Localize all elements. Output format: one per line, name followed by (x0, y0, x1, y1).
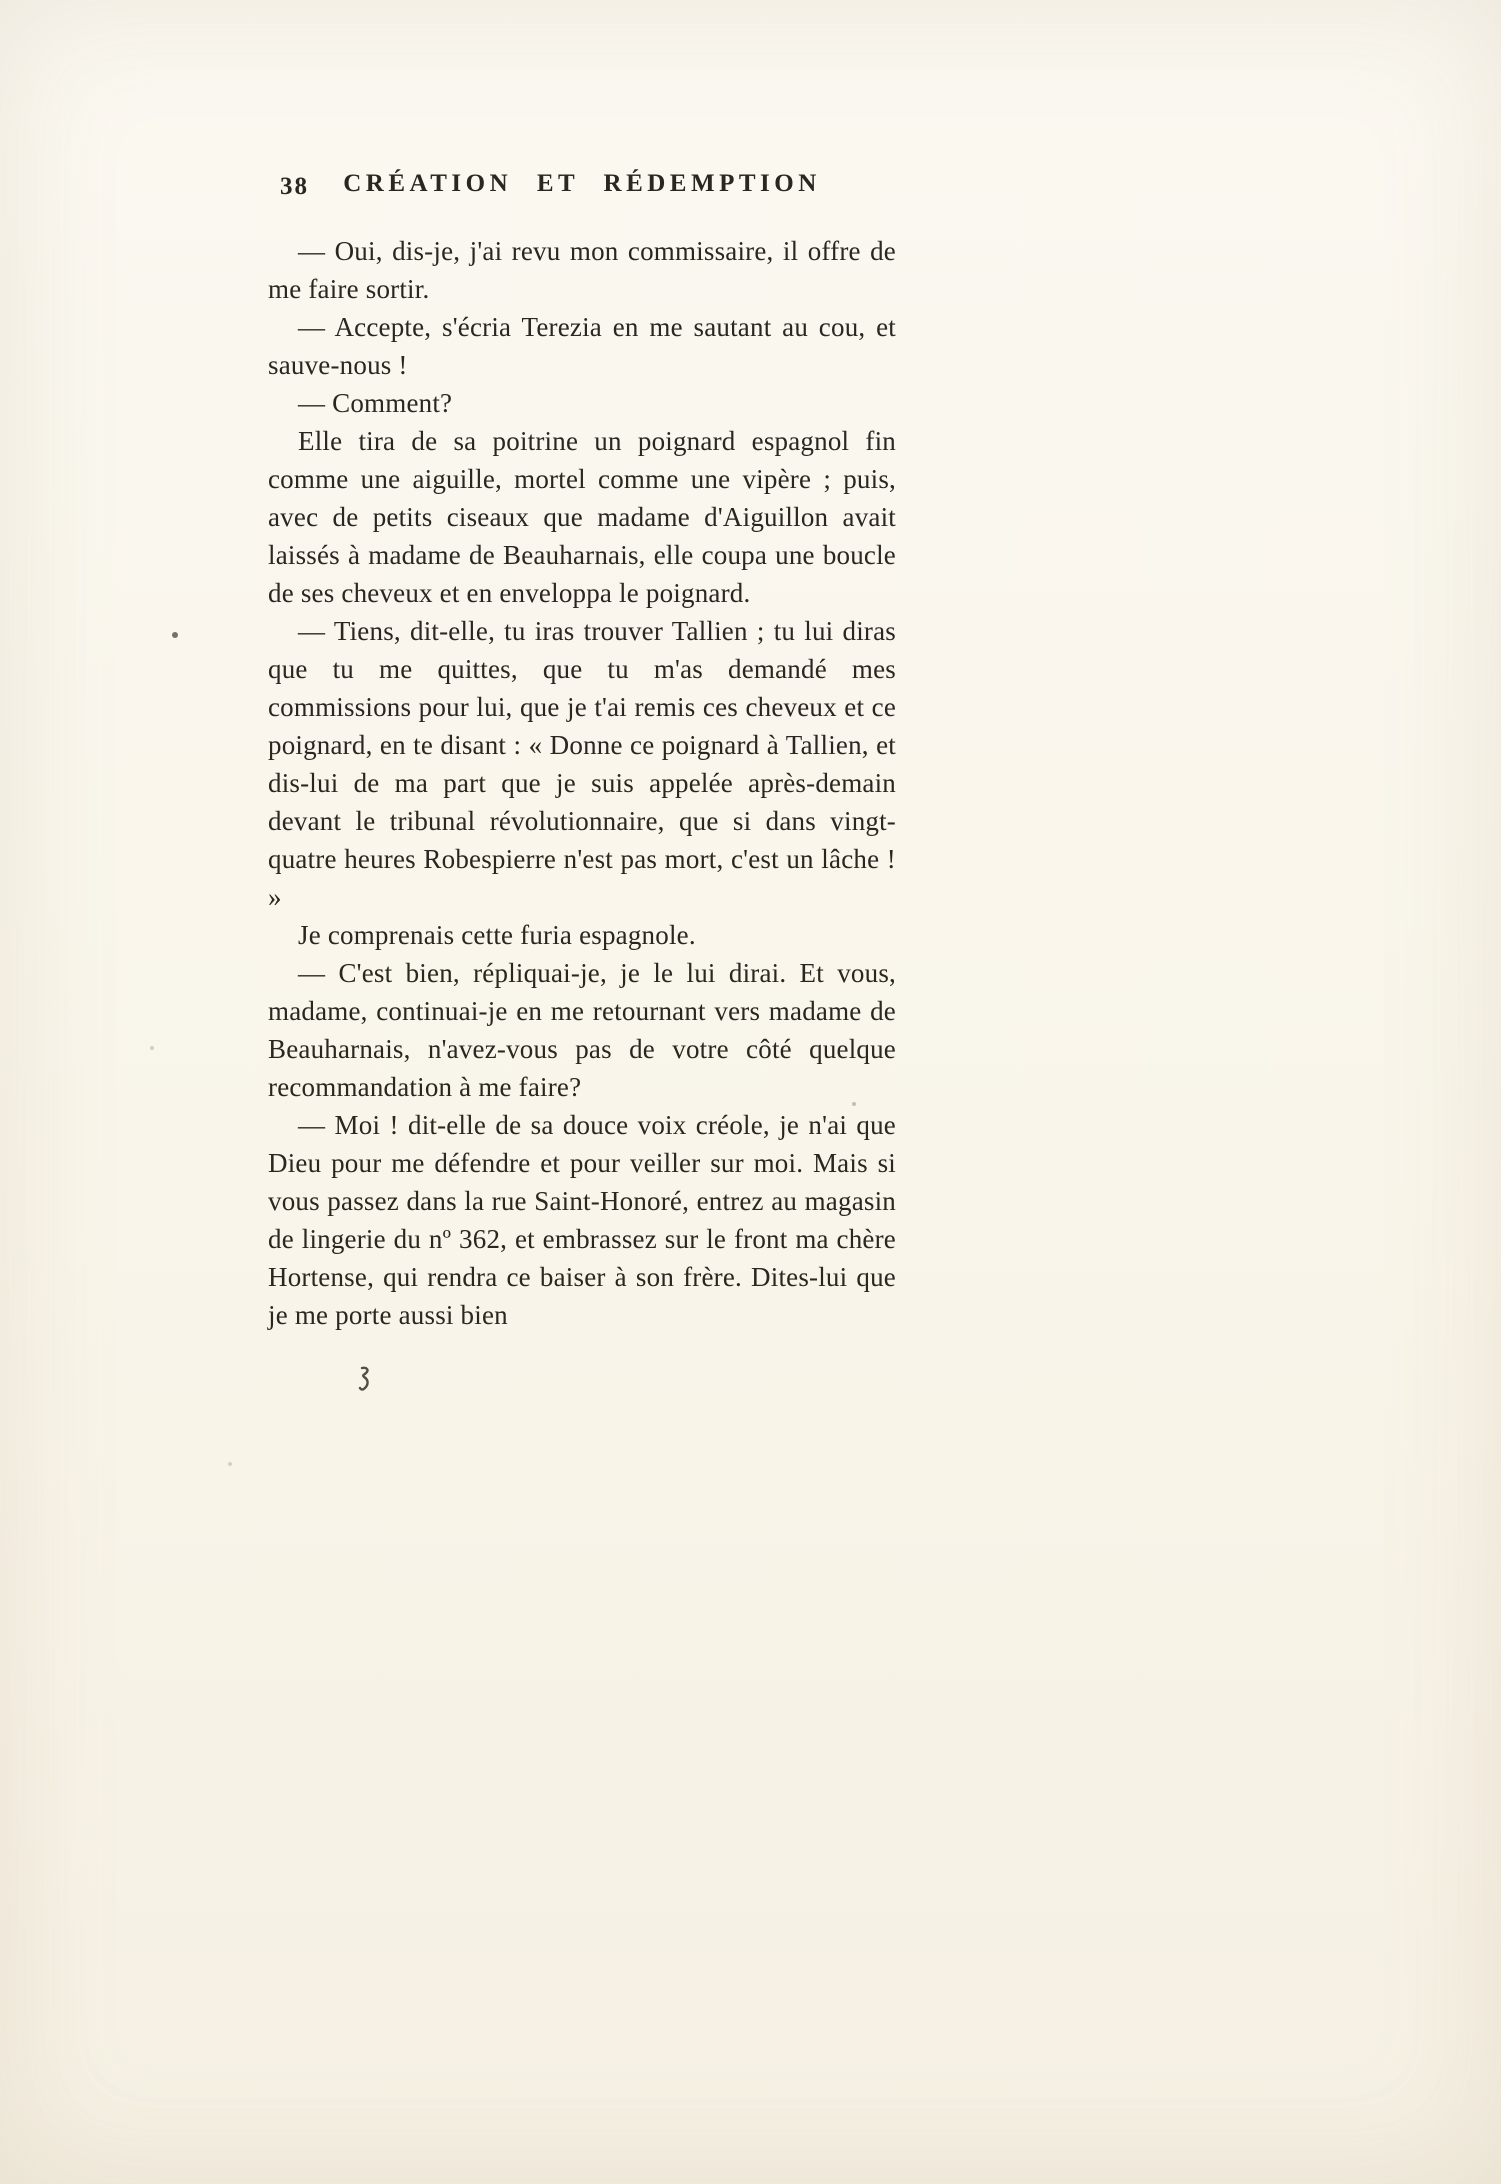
paragraph: — Comment? (298, 388, 453, 418)
page-number: 38 (280, 173, 309, 200)
paragraph: — Accepte, s'écria Terezia en me sautant au cou, et sauve-nous ! (268, 312, 896, 380)
scan-speck (228, 1462, 232, 1466)
text-block (268, 232, 896, 1334)
paragraph: Je comprenais cette furia espagnole. (298, 920, 696, 950)
paragraph: — Tiens, dit-elle, tu iras trouver Tallien ; tu lui diras que tu me quittes, que tu m'as demandé mes commissions pour lui, que je t'ai remis ces cheveux et ce poignard, en te disant : « Donne ce poignard à Tallien, et dis-lui de ma part que je suis appelée après-demain devant le tribunal révolutionnaire, que si dans vingt-quatre heures Robespierre n'est pas mort, c'est un lâche ! » (268, 616, 896, 912)
paragraph: — C'est bien, répliquai-je, je le lui dirai. Et vous, madame, continuai-je en me retournant vers madame de Beauharnais, n'avez-vous pas de votre côté quelque recommandation à me faire? (268, 958, 896, 1102)
paragraph: — Oui, dis-je, j'ai revu mon commissaire, il offre de me faire sortir. (268, 236, 896, 304)
scan-speck (852, 1102, 856, 1106)
margin-dot (172, 632, 178, 638)
text-column (268, 170, 896, 1334)
paragraph: — Moi ! dit-elle de sa douce voix créole, je n'ai que Dieu pour me défendre et pour veiller sur moi. Mais si vous passez dans la rue Saint-Honoré, entrez au magasin de lingerie du nº 362, et embrassez sur le front ma chère Hortense, qui rendra ce baiser à son frère. Dites-lui que je me porte aussi bien (268, 1110, 896, 1330)
scan-speck (150, 1046, 154, 1050)
running-title: CRÉATION ET RÉDEMPTION (343, 170, 821, 197)
paragraph: Elle tira de sa poitrine un poignard espagnol fin comme une aiguille, mortel comme une vipère ; puis, avec de petits ciseaux que madame d'Aiguillon avait laissés à madame de Beauharnais, elle coupa une boucle de ses cheveux et en enveloppa le poignard. (268, 426, 896, 608)
ink-mark (358, 1366, 372, 1392)
page-header (268, 170, 896, 210)
